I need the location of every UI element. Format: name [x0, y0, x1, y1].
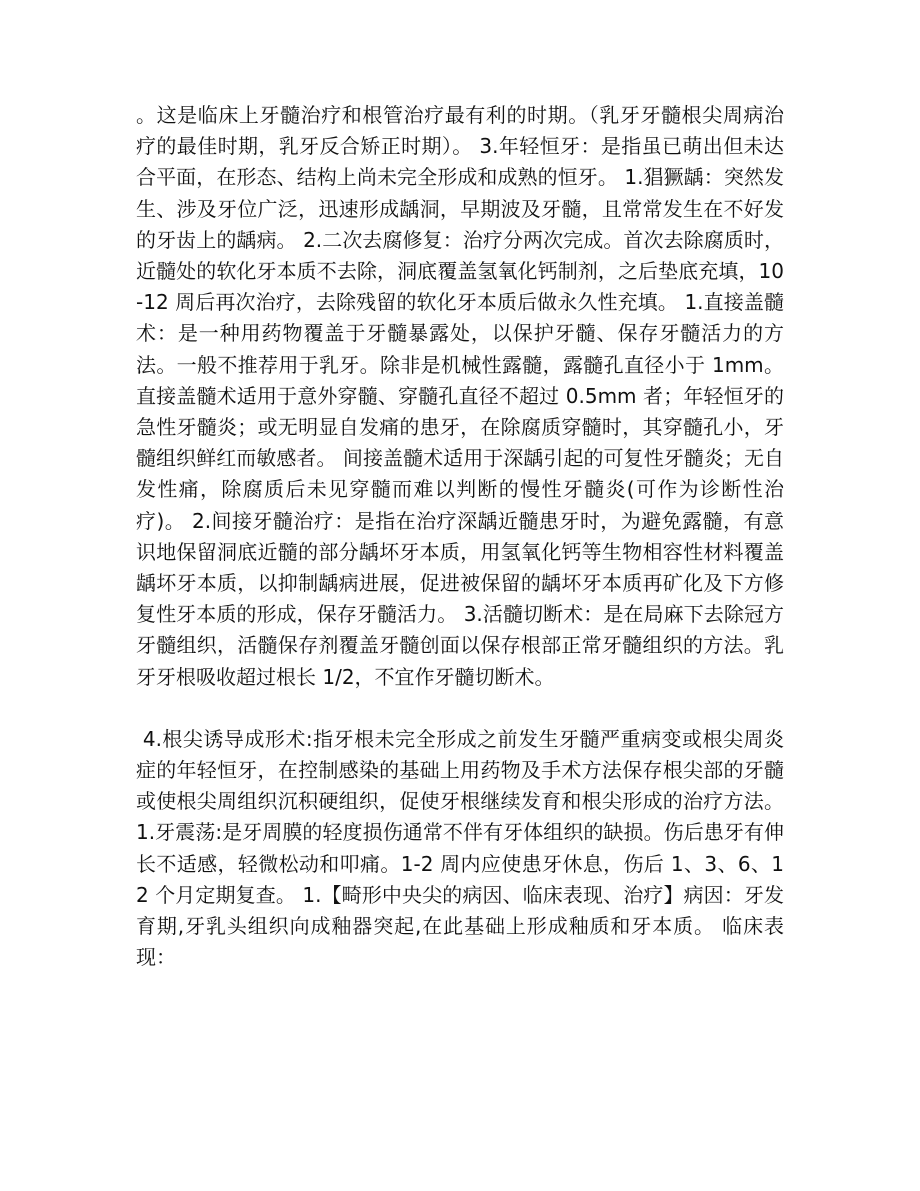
- paragraph-1: 。这是临床上牙髓治疗和根管治疗最有利的时期。（乳牙牙髓根尖周病治疗的最佳时期，乳牙反合矫正时期）。 3.年轻恒牙：是指虽已萌出但未达合平面，在形态、结构上尚未完全形成和成熟的恒牙。 1.猖獗龋：突然发生、涉及牙位广泛，迅速形成龋洞，早期波及牙髓，且常常发生在不好发的牙齿上的龋病。 2.二次去腐修复：治疗分两次完成。首次去除腐质时，近髓处的软化牙本质不去除，洞底覆盖氢氧化钙制剂，之后垫底充填，10-12 周后再次治疗，去除残留的软化牙本质后做永久性充填。 1.直接盖髓术：是一种用药物覆盖于牙髓暴露处，以保护牙髓、保存牙髓活力的方法。一般不推荐用于乳牙。除非是机械性露髓，露髓孔直径小于 1mm。直接盖髓术适用于意外穿髓、穿髓孔直径不超过 0.5mm 者；年轻恒牙的急性牙髓炎；或无明显自发痛的患牙，在除腐质穿髓时，其穿髓孔小，牙髓组织鲜红而敏感者。 间接盖髓术适用于深龋引起的可复性牙髓炎；无自发性痛，除腐质后未见穿髓而难以判断的慢性牙髓炎(可作为诊断性治疗)。 2.间接牙髓治疗：是指在治疗深龋近髓患牙时，为避免露髓，有意识地保留洞底近髓的部分龋坏牙本质，用氢氧化钙等生物相容性材料覆盖龋坏牙本质，以抑制龋病进展，促进被保留的龋坏牙本质再矿化及下方修复性牙本质的形成，保存牙髓活力。 3.活髓切断术：是在局麻下去除冠方牙髓组织，活髓保存剂覆盖牙髓创面以保存根部正常牙髓组织的方法。乳牙牙根吸收超过根长 1/2，不宜作牙髓切断术。: [136, 103, 784, 689]
- document-body: [136, 100, 791, 973]
- paragraph-2: 4.根尖诱导成形术:指牙根未完全形成之前发生牙髓严重病变或根尖周炎症的年轻恒牙，在控制感染的基础上用药物及手术方法保存根尖部的牙髓或使根尖周组织沉积硬组织，促使牙根继续发育和根尖形成的治疗方法。 1.牙震荡:是牙周膜的轻度损伤通常不伴有牙体组织的缺损。伤后患牙有伸长不适感，轻微松动和叩痛。1-2 周内应使患牙休息，伤后 1、3、6、12 个月定期复查。 1.【畸形中央尖的病因、临床表现、治疗】病因：牙发育期,牙乳头组织向成釉器突起,在此基础上形成釉质和牙本质。 临床表现：: [136, 726, 791, 970]
